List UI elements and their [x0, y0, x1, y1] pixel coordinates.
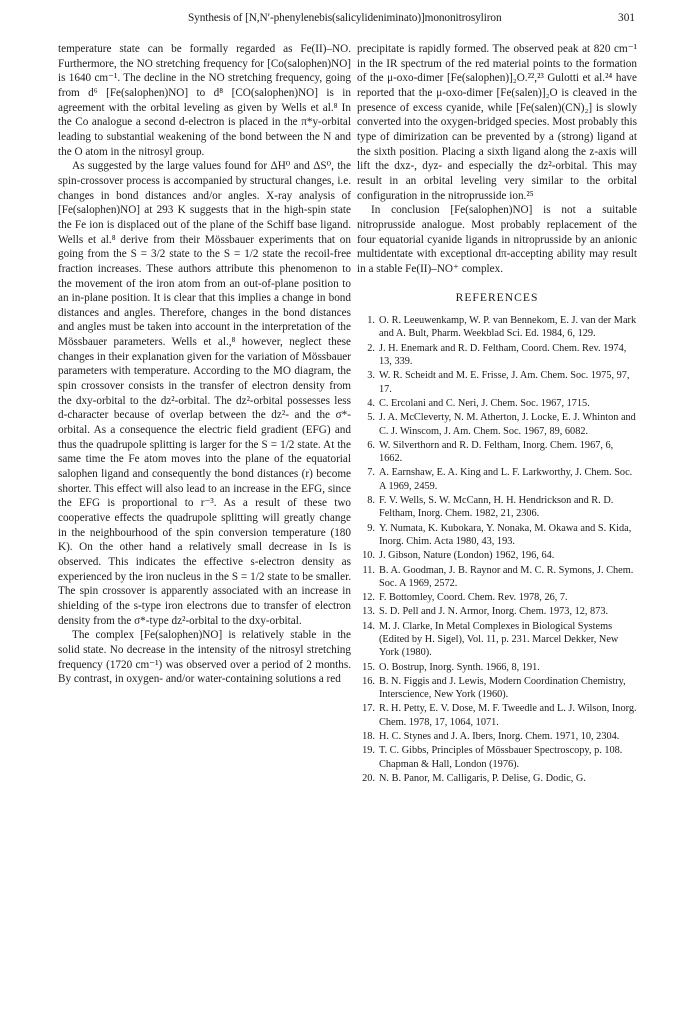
reference-number: 13. — [362, 606, 375, 618]
reference-number: 15. — [362, 661, 375, 673]
reference-text: B. N. Figgis and J. Lewis, Modern Coordination Chemistry, Interscience, New York (1960). — [379, 675, 626, 701]
reference-item — [357, 772, 637, 785]
reference-text: T. C. Gibbs, Principles of Mössbauer Spectroscopy, p. 108. Chapman & Hall, London (1976). — [379, 745, 623, 770]
reference-number: 5. — [367, 412, 375, 424]
reference-number: 16. — [362, 675, 375, 687]
reference-number: 1. — [367, 315, 375, 327]
reference-text: J. A. McCleverty, N. M. Atherton, J. Locke, E. J. Whinton and C. J. Winscom, J. Am. Chem. Soc. 1967, 89, 6082. — [379, 412, 636, 437]
reference-text: J. H. Enemark and R. D. Feltham, Coord. Chem. Rev. 1974, 13, 339. — [379, 342, 627, 368]
paragraph: The complex [Fe(salophen)NO] is relatively stable in the solid state. No decrease in the intensity of the nitrosyl stretching frequency (1720 cm⁻¹) was observed over a period of 2 months. By contrast, in oxygen- and/or water-containing solutions a red — [58, 629, 351, 686]
right-column — [357, 42, 637, 786]
reference-item — [357, 369, 637, 396]
reference-text: O. Bostrup, Inorg. Synth. 1966, 8, 191. — [379, 661, 540, 673]
reference-item — [357, 620, 637, 660]
reference-item — [357, 439, 637, 466]
reference-text: H. C. Stynes and J. A. Ibers, Inorg. Chem. 1971, 10, 2304. — [379, 731, 620, 743]
reference-text: W. Silverthorn and R. D. Feltham, Inorg. Chem. 1967, 6, 1662. — [379, 439, 614, 465]
reference-number: 2. — [367, 342, 375, 354]
running-header — [58, 12, 635, 32]
reference-text: B. A. Goodman, J. B. Raynor and M. C. R. Symons, J. Chem. Soc. A 1969, 2572. — [379, 564, 634, 589]
running-title: Synthesis of [N,N′-phenylenebis(salicylideniminato)]mononitrosyliron — [188, 12, 502, 24]
reference-text: N. B. Panor, M. Calligaris, P. Delise, G. Dodic, G. — [379, 772, 586, 784]
reference-text: A. Earnshaw, E. A. King and L. F. Larkworthy, J. Chem. Soc. A 1969, 2459. — [379, 467, 633, 492]
reference-item — [357, 466, 637, 493]
reference-item — [357, 605, 637, 618]
reference-item — [357, 342, 637, 369]
reference-number: 7. — [367, 467, 375, 479]
reference-number: 17. — [362, 703, 375, 715]
reference-item — [357, 564, 637, 591]
reference-number: 6. — [367, 439, 375, 451]
reference-text: R. H. Petty, E. V. Dose, M. F. Tweedle and L. J. Wilson, Inorg. Chem. 1978, 17, 1064, 1071. — [379, 703, 637, 728]
reference-number: 14. — [362, 620, 375, 632]
reference-number: 12. — [362, 592, 375, 604]
reference-item — [357, 661, 637, 674]
reference-number: 3. — [367, 370, 375, 382]
paragraph: In conclusion [Fe(salophen)NO] is not a suitable nitroprusside analogue. Most probably replacement of the four equatorial cyanide ligands in nitroprusside by an anionic multidentate with exceptional dπ-accepting ability may result in a stable Fe(II)–NO⁺ complex. — [357, 204, 637, 275]
reference-list — [357, 314, 637, 785]
reference-number: 19. — [362, 745, 375, 757]
reference-text: J. Gibson, Nature (London) 1962, 196, 64. — [379, 550, 555, 562]
reference-item — [357, 397, 637, 410]
reference-text: S. D. Pell and J. N. Armor, Inorg. Chem. 1973, 12, 873. — [379, 606, 609, 618]
reference-number: 11. — [362, 564, 375, 576]
reference-number: 9. — [367, 522, 375, 534]
reference-item — [357, 411, 637, 438]
reference-item — [357, 591, 637, 604]
reference-item — [357, 549, 637, 562]
reference-item — [357, 522, 637, 549]
reference-item — [357, 702, 637, 729]
reference-item — [357, 314, 637, 341]
reference-number: 20. — [362, 772, 375, 784]
paragraph: precipitate is rapidly formed. The observed peak at 820 cm⁻¹ in the IR spectrum of the red material points to the formation of the μ-oxo-dimer [Fe(salophen)]₂O.²²,²³ Gulotti et al.²⁴ have reported that the μ-oxo-dimer [Fe(salen)]₂O is cleaved in the presence of excess cyanide, while [Fe(salen)(CN)₂] is slowly converted into the oxygen-bridged species. Most probably this type of dimirization can be prevented by a (strong) ligand at the sixth position. Placing a sixth ligand along the z-axis will lift the dxz-, dyz- and especially the dz²-orbital. This may result in an orbital leveling very similar to the orbital configuration in the nitroprusside ion.²⁵ — [357, 43, 637, 202]
reference-number: 10. — [362, 550, 375, 562]
page-number: 301 — [618, 12, 635, 24]
reference-text: F. Bottomley, Coord. Chem. Rev. 1978, 26, 7. — [379, 592, 568, 604]
reference-number: 4. — [367, 397, 375, 409]
paragraph: As suggested by the large values found for ΔH⁰ and ΔS⁰, the spin-crossover process is accompanied by structural changes, i.e. changes in bond distances and/or angles. X-ray analysis of [Fe(salophen)NO] at 293 K suggests that in the high-spin state the Fe ion is displaced out of the plane of the Schiff base ligand. Wells et al.⁸ derive from their Mössbauer experiments that on going from the S = 3/2 state to the S = 1/2 state the recoil-free fraction increases. These authors attribute this phenomenon to the movement of the iron atom from an out-of-plane position to an in-plane position. It is clear that this implies a change in bond distances and angles. Therefore, changes in the bond distances and angles must be taken into account in the interpretation of the Mössbauer parameters. Wells et al.,⁸ however, neglect these changes in their explanation given for the variation of Mössbauer parameters with temperature. According to the MO diagram, the spin crossover consists in the transfer of electron density from the dxy-orbital to the dz²-orbital. The dz²-orbital possesses less d-character because of overlap between the dz²- and the σ*-orbital. As a consequence the electric field gradient (EFG) and thus the quadrupole splitting is larger for the S = 1/2 state. At the same time the Fe atom moves into the plane of the equatorial salophen ligand and consequently the bond distances (r) become shorter. This effect will also lead to an increase in the EFG, since the EFG is proportional to r⁻³. As a result of these two cooperative effects the quadrupole splitting will greatly change in the neighbourhood of the spin conversion temperature (180 K). On the other hand a relatively small decrease in Is is observed. This indicates the effective s-electron density as experienced by the iron nucleus in the S = 1/2 state to be smaller. The spin crossover is apparently associated with an increase in shielding of the s-type iron electrons due to transfer of electron density from the σ*-type dz²-orbital to the dxy-orbital. — [58, 160, 351, 627]
reference-text: W. R. Scheidt and M. E. Frisse, J. Am. Chem. Soc. 1975, 97, 17. — [379, 370, 630, 395]
left-column — [58, 42, 351, 687]
reference-item — [357, 730, 637, 743]
references-heading: REFERENCES — [455, 290, 539, 304]
reference-text: Y. Numata, K. Kubokara, Y. Nonaka, M. Okawa and S. Kida, Inorg. Chim. Acta 1980, 43, 193. — [379, 522, 632, 547]
reference-text: C. Ercolani and C. Neri, J. Chem. Soc. 1967, 1715. — [379, 397, 590, 409]
reference-text: F. V. Wells, S. W. McCann, H. H. Hendrickson and R. D. Feltham, Inorg. Chem. 1982, 21, 2306. — [379, 495, 614, 520]
reference-text: M. J. Clarke, In Metal Complexes in Biological Systems (Edited by H. Sigel), Vol. 11, p. 231. Marcel Dekker, New York (1980). — [379, 620, 619, 659]
paragraph: temperature state can be formally regarded as Fe(II)–NO. Furthermore, the NO stretching frequency for [Co(salophen)NO] is 1640 cm⁻¹. The decline in the NO stretching frequency, going from d⁶ [Fe(salophen)NO] to d⁸ [CO(salophen)NO] is in agreement with the orbital leveling as given by Wells et al.⁸ In the Co analogue a second d-electron is placed in the π*y-orbital leading to substantial weakening of the bond between the N and the O atom in the nitrosyl group. — [58, 43, 351, 158]
reference-number: 8. — [367, 495, 375, 507]
reference-number: 18. — [362, 731, 375, 743]
reference-item — [357, 494, 637, 521]
reference-text: O. R. Leeuwenkamp, W. P. van Bennekom, E. J. van der Mark and A. Bult, Pharm. Weekblad Sci. Ed. 1984, 6, 129. — [379, 315, 637, 340]
reference-item — [357, 675, 637, 702]
reference-item — [357, 744, 637, 771]
